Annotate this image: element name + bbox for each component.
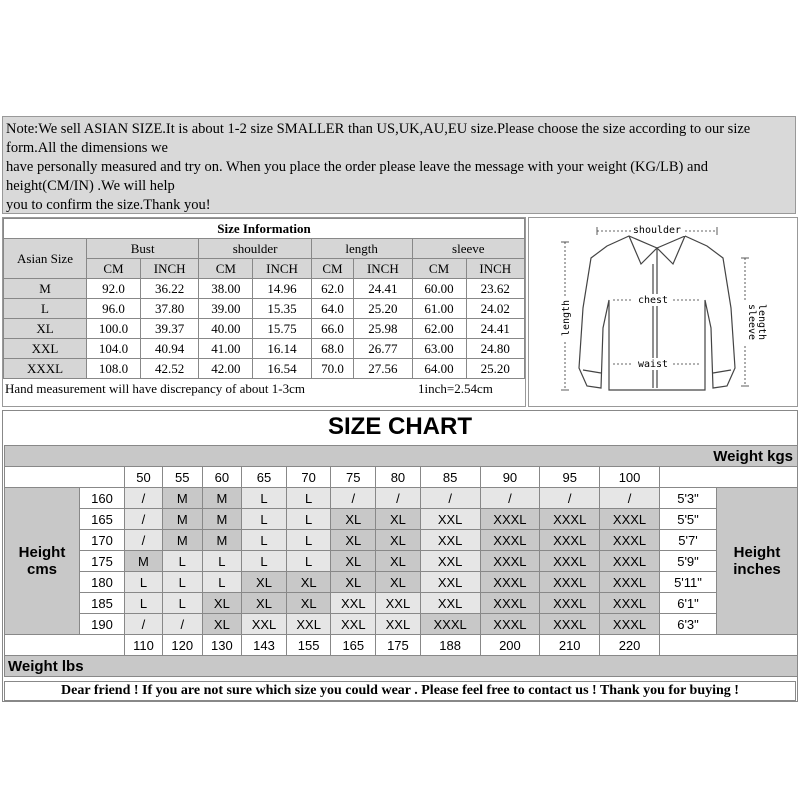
size-cell: XL [376, 551, 421, 572]
height-cm-value: 180 [80, 572, 125, 593]
size-cell: M [202, 488, 242, 509]
size-value: 25.98 [354, 319, 412, 339]
size-cell: / [600, 488, 660, 509]
height-cm-value: 160 [80, 488, 125, 509]
size-value: 64.00 [412, 359, 466, 379]
size-value: 16.14 [253, 339, 311, 359]
size-cell: XXXL [600, 593, 660, 614]
kg-value: 80 [376, 467, 421, 488]
size-cell: XL [376, 572, 421, 593]
asian-size-header: Asian Size [4, 239, 87, 279]
size-cell: XL [331, 509, 376, 530]
size-cell: / [125, 530, 163, 551]
note-line-4: height(CM/IN) .We will help [6, 178, 175, 194]
size-value: 63.00 [412, 339, 466, 359]
unit-header: INCH [466, 259, 524, 279]
lb-value: 110 [125, 635, 163, 656]
size-cell: XXXL [540, 614, 600, 635]
unit-header: INCH [140, 259, 198, 279]
size-cell: XXL [420, 551, 480, 572]
kg-value: 70 [286, 467, 331, 488]
kg-value: 95 [540, 467, 600, 488]
size-cell: XXL [331, 593, 376, 614]
unit-header: INCH [354, 259, 412, 279]
size-cell: XL [202, 614, 242, 635]
chart-row [5, 551, 798, 572]
note-box [2, 116, 796, 214]
size-cell: L [162, 572, 202, 593]
height-cms-line2: cms [26, 561, 58, 578]
size-cell: XXXL [480, 530, 540, 551]
size-value: 108.0 [87, 359, 141, 379]
size-row [4, 319, 525, 339]
size-cell: XXL [376, 593, 421, 614]
size-value: 39.37 [140, 319, 198, 339]
kg-value: 65 [242, 467, 287, 488]
size-cell: L [242, 530, 287, 551]
lb-value: 200 [480, 635, 540, 656]
size-cell: L [162, 551, 202, 572]
size-cell: L [242, 488, 287, 509]
shirt-diagram-panel [528, 217, 798, 407]
size-cell: XXL [420, 509, 480, 530]
height-inches-line2: inches [733, 561, 781, 578]
size-chart-table [4, 445, 798, 677]
size-cell: / [125, 488, 163, 509]
shirt-diagram [529, 218, 797, 406]
size-value: 100.0 [87, 319, 141, 339]
size-cell: M [162, 530, 202, 551]
size-value: 104.0 [87, 339, 141, 359]
lb-value: 130 [202, 635, 242, 656]
size-value: 61.00 [412, 299, 466, 319]
size-cell: / [420, 488, 480, 509]
height-cm-value: 170 [80, 530, 125, 551]
size-cell: L [286, 551, 331, 572]
note-line-1: Note:We sell ASIAN SIZE.It is about 1-2 size SMALLER than US,UK,AU,EU size.Please choose the size according to our size [6, 121, 751, 137]
size-information-panel [2, 217, 526, 407]
size-cell: XXL [331, 614, 376, 635]
size-value: 24.02 [466, 299, 524, 319]
size-value: 23.62 [466, 279, 524, 299]
size-value: 42.00 [199, 359, 253, 379]
size-cell: XXXL [600, 530, 660, 551]
size-cell: XXXL [480, 593, 540, 614]
lb-value: 220 [600, 635, 660, 656]
size-value: 42.52 [140, 359, 198, 379]
size-cell: XL [331, 572, 376, 593]
kg-value: 85 [420, 467, 480, 488]
kg-value: 100 [600, 467, 660, 488]
size-value: 14.96 [253, 279, 311, 299]
size-value: 27.56 [354, 359, 412, 379]
kg-value: 55 [162, 467, 202, 488]
size-label: L [4, 299, 87, 319]
group-header: Bust [87, 239, 199, 259]
size-row [4, 359, 525, 379]
size-cell: XXXL [600, 572, 660, 593]
size-cell: / [125, 509, 163, 530]
kg-value: 90 [480, 467, 540, 488]
length-label: length [561, 299, 572, 337]
size-cell: XL [376, 509, 421, 530]
inch-conversion: 1inch=2.54cm [418, 381, 493, 396]
weight-lbs-header: Weight lbs [5, 656, 798, 677]
size-value: 96.0 [87, 299, 141, 319]
size-label: XXXL [4, 359, 87, 379]
lb-value: 210 [540, 635, 600, 656]
size-information-table [3, 218, 525, 379]
size-cell: L [125, 572, 163, 593]
size-value: 39.00 [199, 299, 253, 319]
size-cell: XXXL [540, 530, 600, 551]
size-cell: XL [242, 593, 287, 614]
chart-row [5, 572, 798, 593]
height-inch-value: 5'7' [660, 530, 717, 551]
size-cell: XXXL [600, 551, 660, 572]
size-cell: / [331, 488, 376, 509]
note-line-3: have personally measured and try on. When you place the order please leave the message with your weight (KG/LB) and [6, 159, 708, 175]
size-cell: L [202, 551, 242, 572]
size-value: 24.41 [466, 319, 524, 339]
unit-header: CM [87, 259, 141, 279]
size-cell: L [286, 530, 331, 551]
size-label: XL [4, 319, 87, 339]
size-cell: XL [331, 530, 376, 551]
height-inch-value: 5'5" [660, 509, 717, 530]
size-value: 36.22 [140, 279, 198, 299]
height-cm-value: 165 [80, 509, 125, 530]
kg-value: 50 [125, 467, 163, 488]
size-cell: XXXL [540, 593, 600, 614]
note-line-5: you to confirm the size.Thank you! [6, 197, 211, 213]
size-value: 92.0 [87, 279, 141, 299]
measurement-note: Hand measurement will have discrepancy of about 1-3cm [5, 381, 305, 396]
unit-header: CM [199, 259, 253, 279]
size-value: 25.20 [466, 359, 524, 379]
height-inch-value: 6'3" [660, 614, 717, 635]
size-cell: XXXL [600, 509, 660, 530]
chart-row [5, 614, 798, 635]
size-value: 25.20 [354, 299, 412, 319]
unit-header: INCH [253, 259, 311, 279]
size-value: 40.00 [199, 319, 253, 339]
size-value: 15.75 [253, 319, 311, 339]
height-cm-value: 190 [80, 614, 125, 635]
size-value: 60.00 [412, 279, 466, 299]
weight-kgs-header: Weight kgs [5, 446, 798, 467]
sleeve-length-label: length [756, 303, 767, 341]
height-inches-label [717, 488, 798, 635]
size-cell: XXXL [480, 509, 540, 530]
height-cm-value: 185 [80, 593, 125, 614]
size-cell: L [125, 593, 163, 614]
size-value: 24.80 [466, 339, 524, 359]
size-value: 41.00 [199, 339, 253, 359]
size-value: 16.54 [253, 359, 311, 379]
size-value: 70.0 [311, 359, 353, 379]
size-cell: / [480, 488, 540, 509]
size-cell: XL [286, 572, 331, 593]
size-cell: XXL [420, 593, 480, 614]
group-header: sleeve [412, 239, 524, 259]
size-cell: L [286, 509, 331, 530]
size-chart-title: SIZE CHART [328, 413, 472, 440]
chart-row [5, 593, 798, 614]
size-cell: XXXL [480, 551, 540, 572]
height-cm-value: 175 [80, 551, 125, 572]
size-cell: XL [331, 551, 376, 572]
size-cell: M [202, 509, 242, 530]
height-inch-value: 5'11" [660, 572, 717, 593]
size-cell: XL [286, 593, 331, 614]
chest-label: chest [637, 295, 669, 306]
lb-value: 165 [331, 635, 376, 656]
size-cell: XL [242, 572, 287, 593]
size-cell: XXL [376, 614, 421, 635]
size-cell: XXXL [480, 572, 540, 593]
size-cell: M [125, 551, 163, 572]
size-info-title: Size Information [4, 219, 525, 239]
height-inch-value: 5'3" [660, 488, 717, 509]
size-cell: / [540, 488, 600, 509]
size-value: 24.41 [354, 279, 412, 299]
height-inch-value: 6'1" [660, 593, 717, 614]
size-cell: / [376, 488, 421, 509]
lb-value: 120 [162, 635, 202, 656]
size-cell: XXXL [600, 614, 660, 635]
size-value: 66.0 [311, 319, 353, 339]
height-inches-line1: Height [733, 544, 781, 561]
size-value: 37.80 [140, 299, 198, 319]
size-label: XXL [4, 339, 87, 359]
note-line-2: form.All the dimensions we [6, 140, 168, 156]
size-cell: L [162, 593, 202, 614]
size-cell: XXXL [420, 614, 480, 635]
size-cell: XL [202, 593, 242, 614]
size-value: 38.00 [199, 279, 253, 299]
size-cell: XXL [286, 614, 331, 635]
chart-row [5, 488, 798, 509]
empty-cell [5, 467, 125, 488]
kg-value: 60 [202, 467, 242, 488]
size-guide [2, 116, 798, 702]
size-value: 15.35 [253, 299, 311, 319]
size-cell: XXL [242, 614, 287, 635]
size-cell: L [286, 488, 331, 509]
lb-value: 143 [242, 635, 287, 656]
chart-row [5, 509, 798, 530]
empty-cell [660, 467, 798, 488]
size-cell: XXXL [540, 551, 600, 572]
size-cell: M [202, 530, 242, 551]
size-cell: / [162, 614, 202, 635]
empty-cell [5, 635, 125, 656]
size-label: M [4, 279, 87, 299]
size-cell: XXL [420, 530, 480, 551]
size-cell: L [202, 572, 242, 593]
lb-value: 175 [376, 635, 421, 656]
height-cms-label [5, 488, 80, 635]
size-row [4, 339, 525, 359]
size-cell: M [162, 509, 202, 530]
size-cell: L [242, 509, 287, 530]
group-header: length [311, 239, 412, 259]
size-cell: M [162, 488, 202, 509]
group-header: shoulder [199, 239, 311, 259]
size-value: 26.77 [354, 339, 412, 359]
height-cms-line1: Height [18, 544, 66, 561]
height-inch-value: 5'9" [660, 551, 717, 572]
shoulder-label: shoulder [632, 225, 682, 236]
size-cell: XXL [420, 572, 480, 593]
size-row [4, 299, 525, 319]
size-cell: XXXL [480, 614, 540, 635]
lb-value: 188 [420, 635, 480, 656]
lb-value: 155 [286, 635, 331, 656]
size-cell: XXXL [540, 572, 600, 593]
unit-header: CM [412, 259, 466, 279]
size-cell: / [125, 614, 163, 635]
unit-header: CM [311, 259, 353, 279]
size-value: 62.00 [412, 319, 466, 339]
chart-row [5, 530, 798, 551]
size-value: 62.0 [311, 279, 353, 299]
size-cell: L [242, 551, 287, 572]
size-row [4, 279, 525, 299]
size-value: 68.0 [311, 339, 353, 359]
size-chart-panel [2, 410, 798, 702]
waist-label: waist [637, 359, 669, 370]
size-value: 40.94 [140, 339, 198, 359]
sleeve-label: sleeve [746, 303, 757, 341]
size-cell: XXXL [540, 509, 600, 530]
contact-footer: Dear friend ! If you are not sure which size you could wear . Please feel free to contact us ! Thank you for buying ! [4, 681, 796, 701]
size-value: 64.0 [311, 299, 353, 319]
size-cell: XL [376, 530, 421, 551]
kg-value: 75 [331, 467, 376, 488]
empty-cell [660, 635, 798, 656]
